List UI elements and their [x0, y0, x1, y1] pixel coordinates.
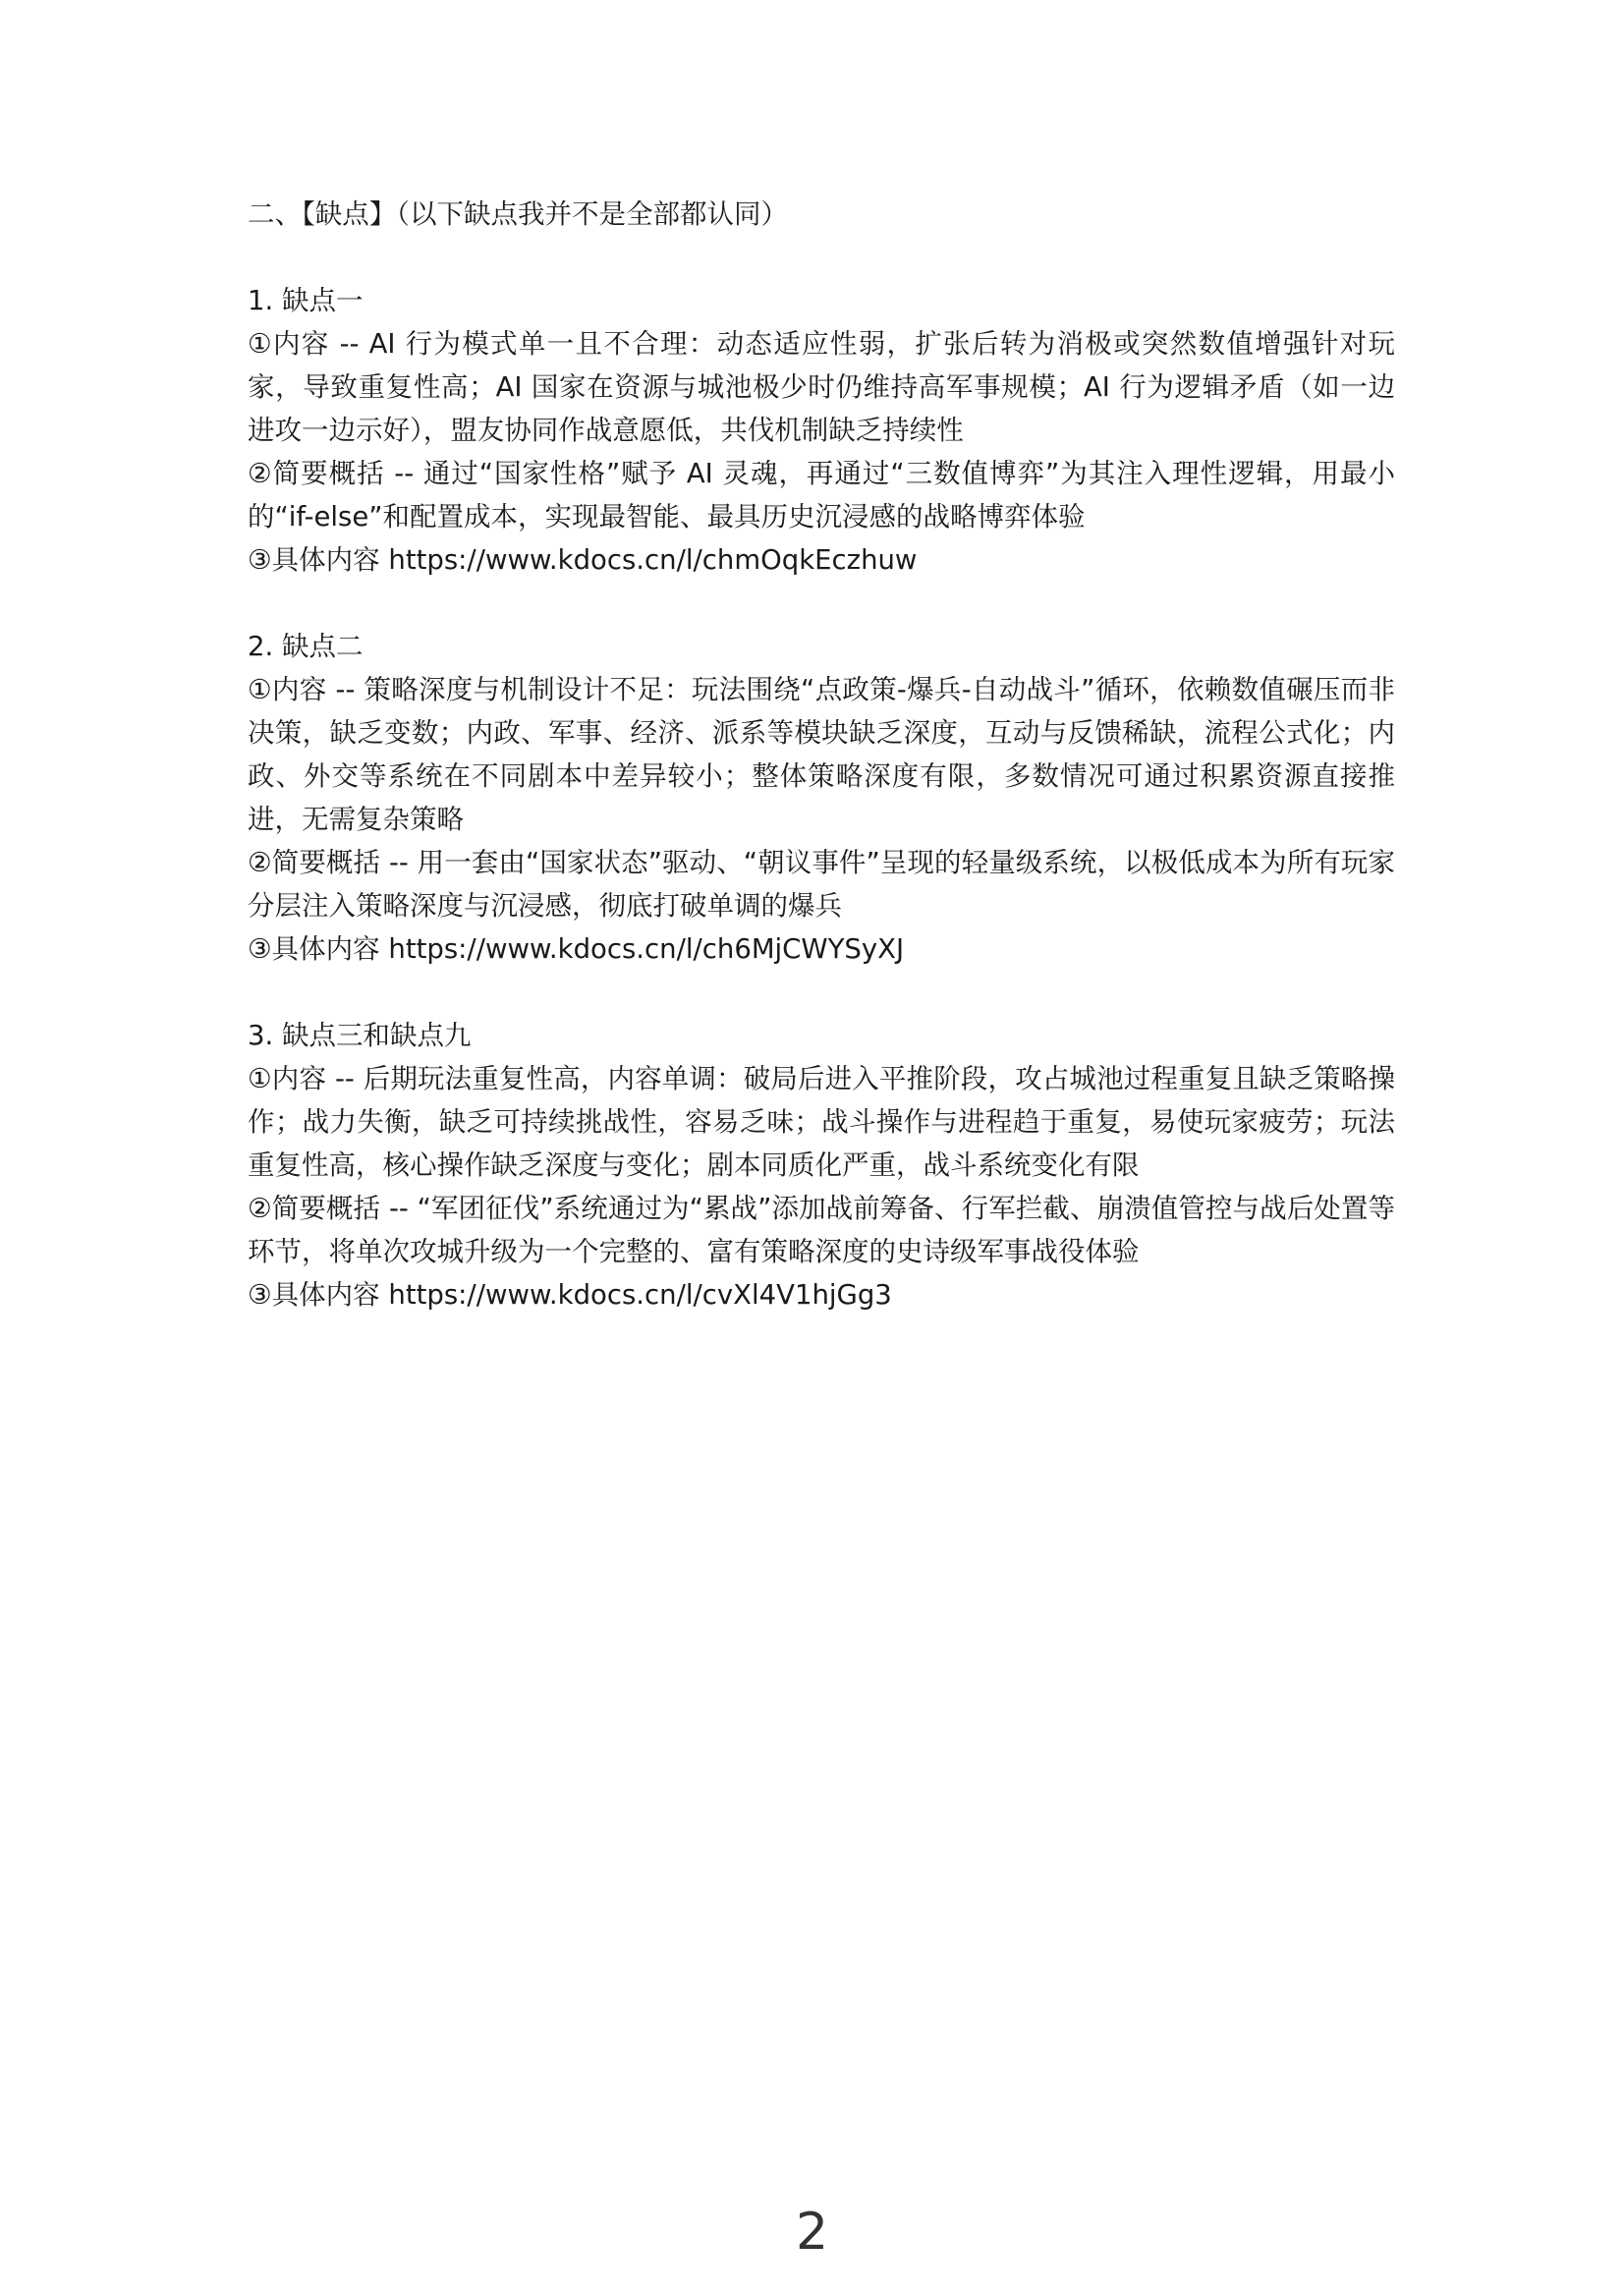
section-title: 2. 缺点二	[248, 631, 364, 662]
section-heading: 二、【缺点】（以下缺点我并不是全部都认同）	[248, 198, 788, 230]
section-link[interactable]: ③具体内容 https://www.kdocs.cn/l/ch6MjCWYSyXJ	[248, 933, 905, 965]
section-content: ①内容 -- AI 行为模式单一且不合理：动态适应性弱，扩张后转为消极或突然数值增强针对玩家，导致重复性高；AI 国家在资源与城池极少时仍维持高军事规模；AI 行为逻辑矛盾（如一边进攻一边示好），盟友协同作战意愿低，共伐机制缺乏持续性	[248, 328, 1395, 446]
section-summary: ②简要概括 -- 用一套由“国家状态”驱动、“朝议事件”呈现的轻量级系统，以极低成本为所有玩家分层注入策略深度与沉浸感，彻底打破单调的爆兵	[248, 847, 1395, 922]
section-content: ①内容 -- 策略深度与机制设计不足：玩法围绕“点政策-爆兵-自动战斗”循环，依赖数值碾压而非决策，缺乏变数；内政、军事、经济、派系等模块缺乏深度，互动与反馈稀缺，流程公式化；内政、外交等系统在不同剧本中差异较小；整体策略深度有限，多数情况可通过积累资源直接推进，无需复杂策略	[248, 674, 1395, 835]
section-2	[248, 625, 1395, 971]
spacer	[248, 582, 1395, 625]
spacer	[248, 236, 1395, 279]
section-link[interactable]: ③具体内容 https://www.kdocs.cn/l/chmOqkEczhuw	[248, 544, 918, 576]
section-summary: ②简要概括 -- “军团征伐”系统通过为“累战”添加战前筹备、行军拦截、崩溃值管控与战后处置等环节，将单次攻城升级为一个完整的、富有策略深度的史诗级军事战役体验	[248, 1193, 1395, 1267]
section-content: ①内容 -- 后期玩法重复性高，内容单调：破局后进入平推阶段，攻占城池过程重复且缺乏策略操作；战力失衡，缺乏可持续挑战性，容易乏味；战斗操作与进程趋于重复，易使玩家疲劳；玩法重复性高，核心操作缺乏深度与变化；剧本同质化严重，战斗系统变化有限	[248, 1063, 1395, 1181]
section-title: 1. 缺点一	[248, 285, 364, 316]
section-summary: ②简要概括 -- 通过“国家性格”赋予 AI 灵魂，再通过“三数值博弈”为其注入理性逻辑，用最小的“if-else”和配置成本，实现最智能、最具历史沉浸感的战略博弈体验	[248, 458, 1395, 532]
section-title: 3. 缺点三和缺点九	[248, 1020, 472, 1051]
spacer	[248, 971, 1395, 1014]
section-1	[248, 279, 1395, 582]
section-link[interactable]: ③具体内容 https://www.kdocs.cn/l/cvXl4V1hjGg3	[248, 1279, 892, 1311]
page-number: 2	[795, 2203, 829, 2262]
document-body	[248, 193, 1395, 1316]
section-3	[248, 1014, 1395, 1316]
